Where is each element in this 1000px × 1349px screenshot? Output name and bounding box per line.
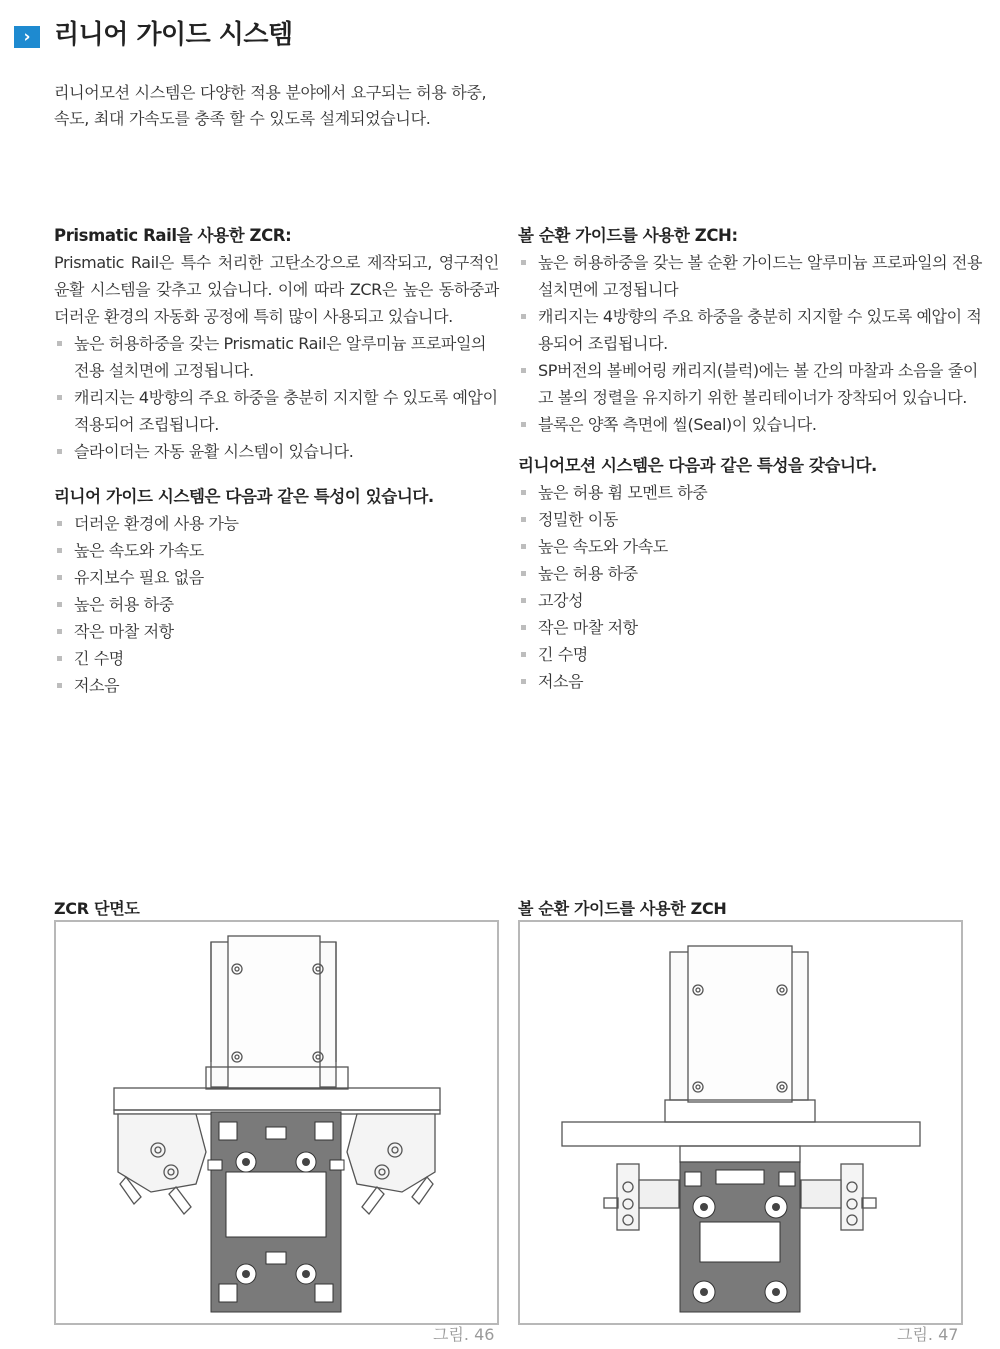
list-item: 높은 속도와 가속도 <box>518 533 984 560</box>
left-features-list <box>54 510 499 699</box>
right-column <box>518 222 984 695</box>
figure-46-caption: ZCR 단면도 <box>54 899 140 918</box>
list-item: 긴 수명 <box>54 645 499 672</box>
list-item: 캐리지는 4방향의 주요 하중을 충분히 지지할 수 있도록 예압이 적용되어 조립됩니다. <box>54 384 499 438</box>
list-item: 유지보수 필요 없음 <box>54 564 499 591</box>
right-features-list <box>518 479 984 695</box>
list-item: 높은 허용하중을 갖는 Prismatic Rail은 알루미늄 프로파일의 전용 설치면에 고정됩니다. <box>54 330 499 384</box>
list-item: 블록은 양쪽 측면에 씰(Seal)이 있습니다. <box>518 411 984 438</box>
figure-46-frame <box>54 920 499 1325</box>
list-item: 작은 마찰 저항 <box>54 618 499 645</box>
list-item: 작은 마찰 저항 <box>518 614 984 641</box>
list-item: 높은 허용 하중 <box>54 591 499 618</box>
intro-text <box>54 80 514 132</box>
figure-47-number: 그림. 47 <box>897 1325 959 1344</box>
list-item: 슬라이더는 자동 윤활 시스템이 있습니다. <box>54 438 499 465</box>
zch-cross-section-drawing <box>520 922 961 1323</box>
list-item: 저소음 <box>54 672 499 699</box>
list-item: 긴 수명 <box>518 641 984 668</box>
chevron-right-icon: › <box>14 26 40 48</box>
zcr-bullet-list <box>54 330 499 465</box>
zcr-paragraph: Prismatic Rail은 특수 처리한 고탄소강으로 제작되고, 영구적인 윤활 시스템을 갖추고 있습니다. 이에 따라 ZCR은 높은 동하중과 더러운 환경의 자동화 공정에 특히 많이 사용되고 있습니다. <box>54 253 499 326</box>
page-title: 리니어 가이드 시스템 <box>54 20 293 50</box>
list-item: 높은 허용 하중 <box>518 560 984 587</box>
list-item: 정밀한 이동 <box>518 506 984 533</box>
right-features-heading: 리니어모션 시스템은 다음과 같은 특성을 갖습니다. <box>518 456 877 475</box>
figure-47-frame <box>518 920 963 1325</box>
zcr-cross-section-drawing <box>56 922 497 1323</box>
left-column <box>54 222 499 699</box>
list-item: 캐리지는 4방향의 주요 하중을 충분히 지지할 수 있도록 예압이 적용되어 조립됩니다. <box>518 303 984 357</box>
list-item: 높은 허용하중을 갖는 볼 순환 가이드는 알루미늄 프로파일의 전용 설치면에 고정됩니다 <box>518 249 984 303</box>
intro-line-2: 속도, 최대 가속도를 충족 할 수 있도록 설계되었습니다. <box>54 109 431 128</box>
list-item: 높은 속도와 가속도 <box>54 537 499 564</box>
figure-46-number: 그림. 46 <box>433 1325 495 1344</box>
list-item: SP버전의 볼베어링 캐리지(블럭)에는 볼 간의 마찰과 소음을 줄이고 볼의 정렬을 유지하기 위한 볼리테이너가 장착되어 있습니다. <box>518 357 984 411</box>
list-item: 높은 허용 휨 모멘트 하중 <box>518 479 984 506</box>
list-item: 저소음 <box>518 668 984 695</box>
left-features-heading: 리니어 가이드 시스템은 다음과 같은 특성이 있습니다. <box>54 487 434 506</box>
list-item: 고강성 <box>518 587 984 614</box>
zcr-heading: Prismatic Rail을 사용한 ZCR: <box>54 226 292 245</box>
intro-line-1: 리니어모션 시스템은 다양한 적용 분야에서 요구되는 허용 하중, <box>54 83 487 102</box>
zch-bullet-list <box>518 249 984 438</box>
list-item: 더러운 환경에 사용 가능 <box>54 510 499 537</box>
zch-heading: 볼 순환 가이드를 사용한 ZCH: <box>518 226 738 245</box>
figure-47-caption: 볼 순환 가이드를 사용한 ZCH <box>518 899 727 918</box>
